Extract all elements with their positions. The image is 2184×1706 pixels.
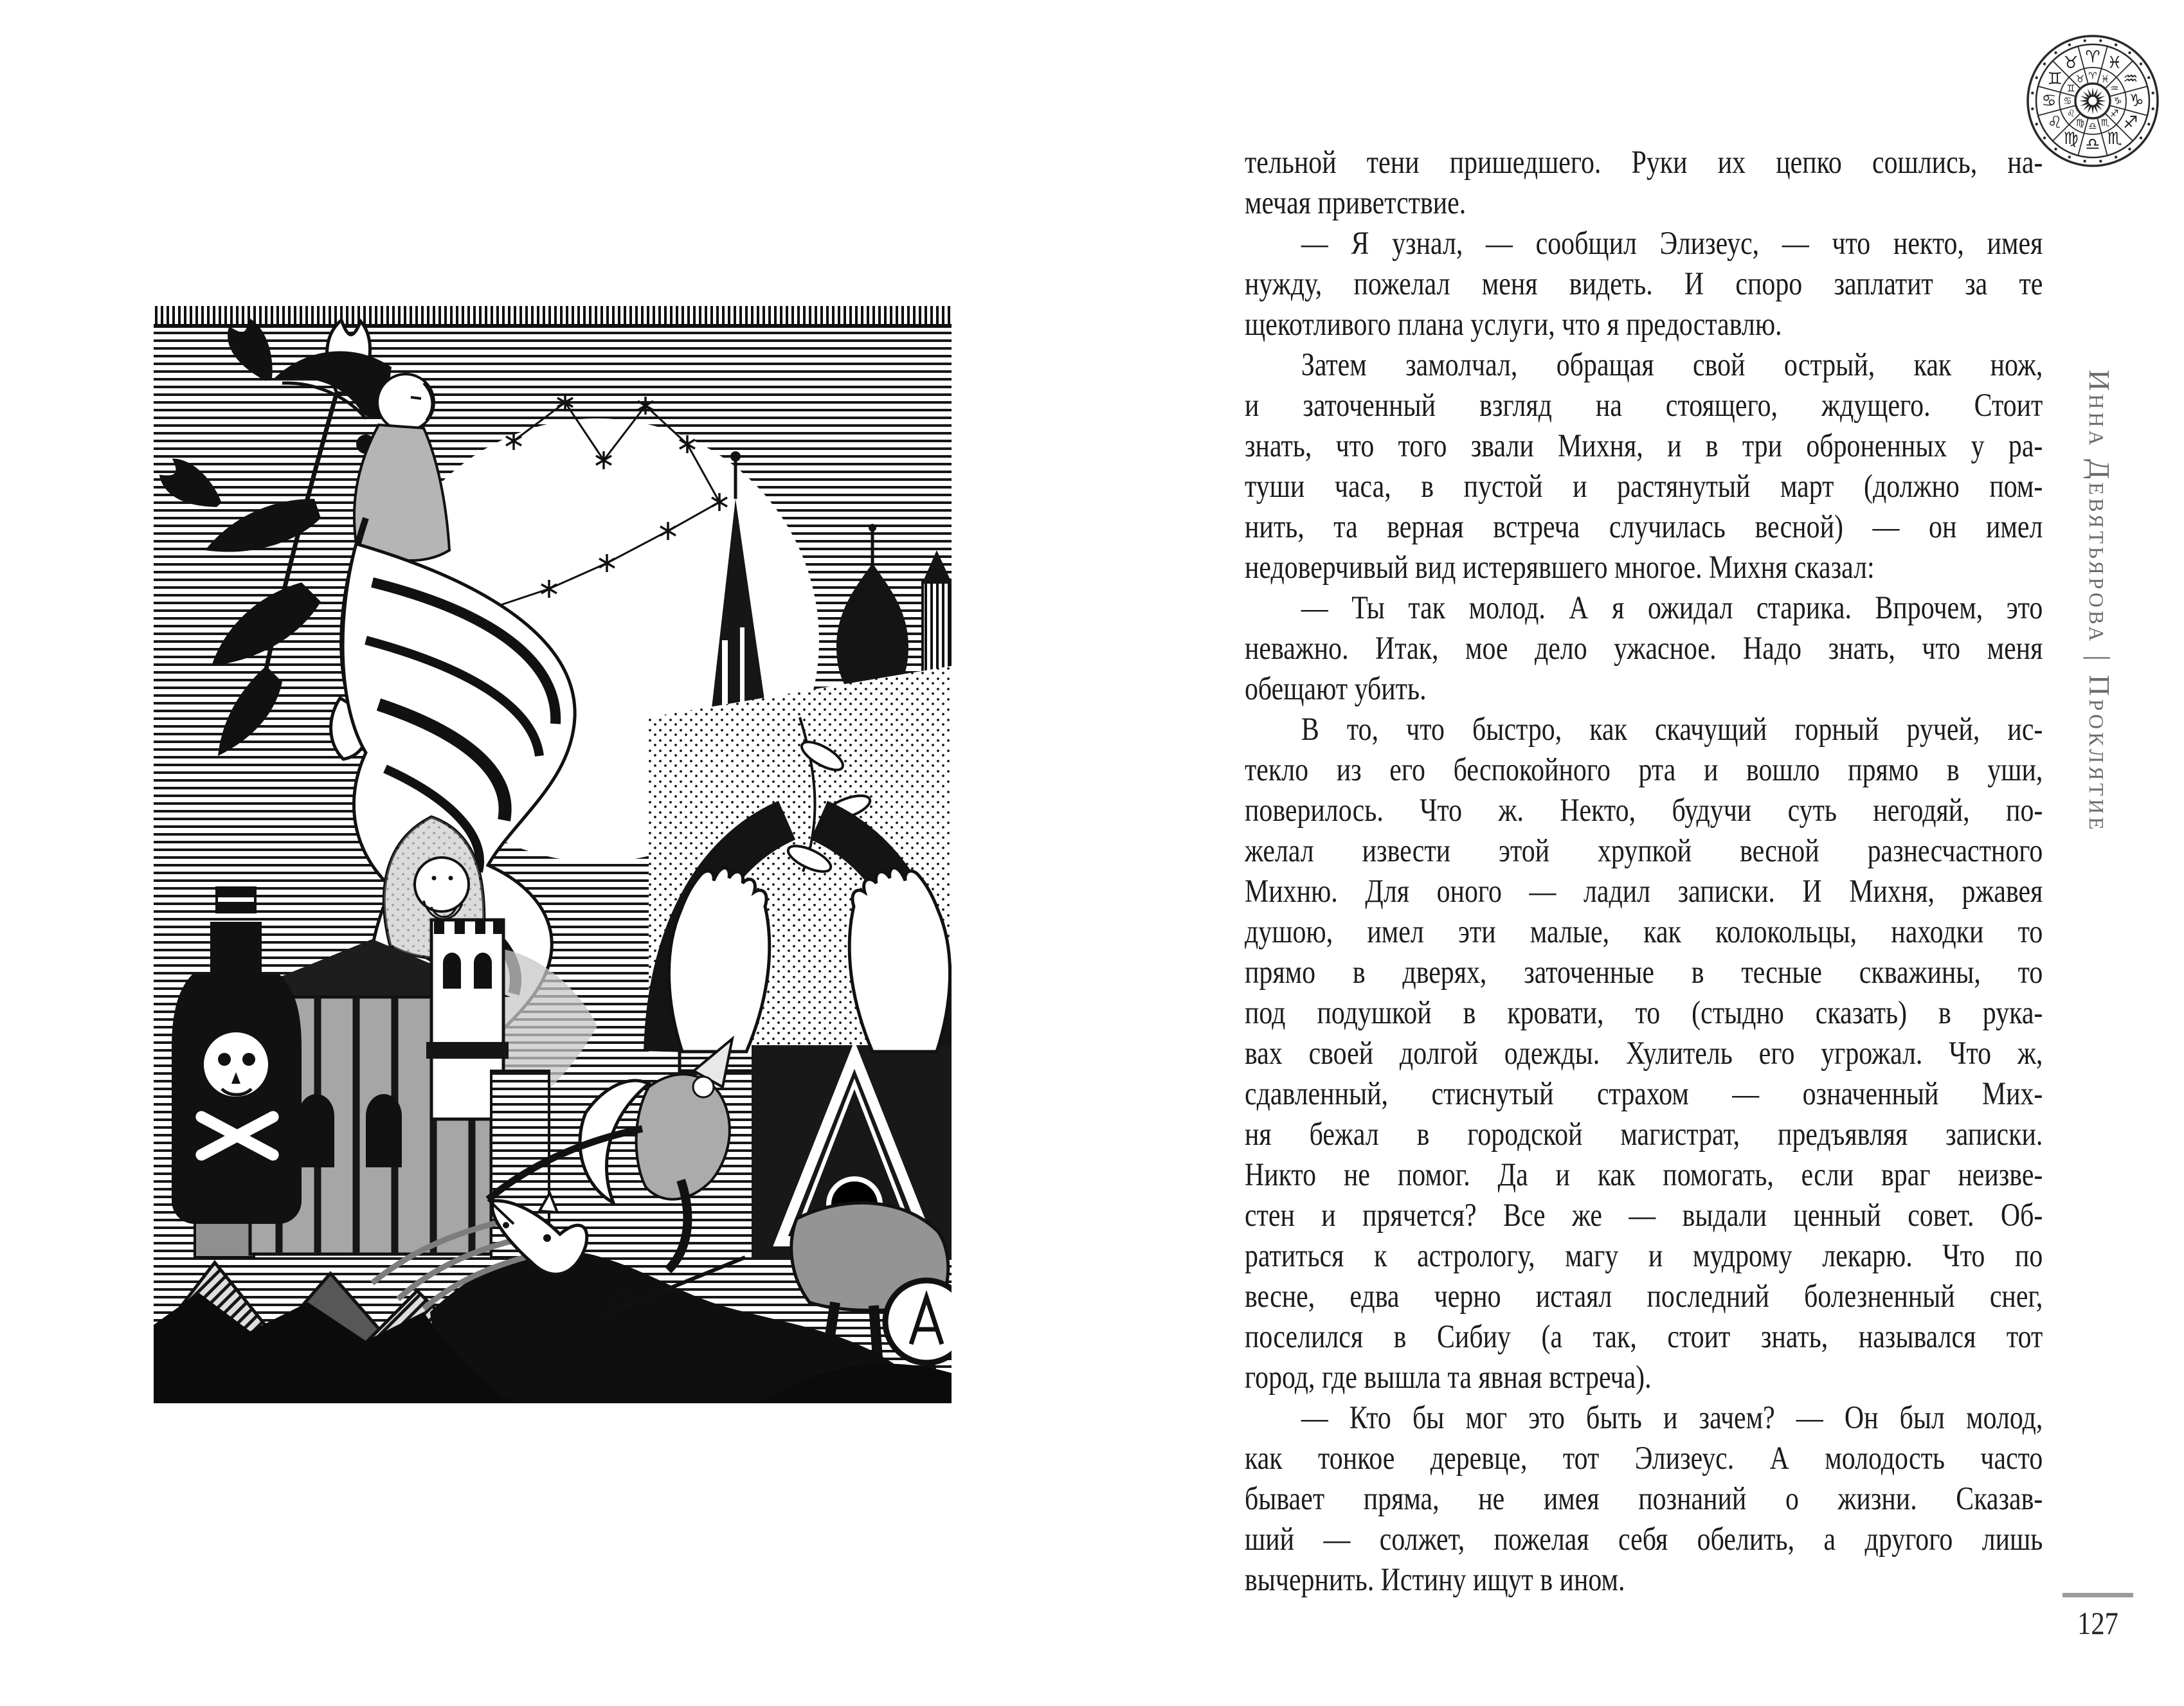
text-line: желал извести этой хрупкой весной разнесчастного (1245, 833, 2043, 869)
zodiac-sign-glyph: ♊ (2066, 82, 2075, 94)
text-line: нужду, пожелал меня видеть. И споро заплатит за те (1245, 266, 2043, 302)
text-line: текло из его беспокойного рта и вошло прямо в уши, (1245, 752, 2043, 788)
text-line: Михню. Для оного — ладил записки. И Михня, ржавея (1245, 874, 2043, 910)
text-line: прямо в дверях, заточенные в тесные скважины, то (1245, 955, 2043, 991)
zodiac-sign-glyph: ♒ (2123, 69, 2138, 89)
zodiac-sign-glyph: ♍ (2075, 116, 2085, 129)
skull-icon (204, 1032, 268, 1097)
zodiac-sign-glyph: ♈ (2088, 70, 2097, 82)
text-line: душою, имел эти малые, как колокольцы, находки то (1245, 914, 2043, 950)
text-line: нить, та верная встреча случилась весной) — он имел (1245, 509, 2043, 545)
text-line: Никто не помог. Да и как помогать, если враг неизве- (1245, 1157, 2043, 1193)
footer-rule (2062, 1593, 2133, 1597)
text-line: недоверчивый вид истерявшего многое. Михня сказал: (1245, 550, 1875, 586)
page-number: 127 (2077, 1605, 2118, 1641)
zodiac-sign-glyph: ♋ (2063, 95, 2072, 107)
text-line: ратиться к астрологу, магу и мудрому лекарю. Что по (1245, 1238, 2043, 1274)
text-line: бывает пряма, не имея познаний о жизни. Сказав- (1245, 1481, 2043, 1517)
zodiac-sign-glyph: ♓ (2100, 73, 2110, 85)
text-line: тельной тени пришедшего. Руки их цепко сошлись, на- (1245, 145, 2043, 181)
zodiac-sign-glyph: ♊ (2047, 69, 2062, 89)
zodiac-sign-glyph: ♋ (2041, 91, 2057, 111)
zodiac-sign-glyph: ♑ (2129, 91, 2144, 111)
text-line: мечая приветствие. (1245, 185, 1467, 221)
zodiac-sign-glyph: ♍ (2063, 129, 2079, 148)
text-line: — Кто бы мог это быть и зачем? — Он был молод, (1301, 1400, 2043, 1436)
zodiac-sign-glyph: ♐ (2123, 113, 2138, 132)
text-line: вычернить. Истину ищут в ином. (1245, 1562, 1625, 1598)
text-line: щекотливого плана услуги, что я предоставлю. (1245, 307, 1782, 343)
text-line: сдавленный, стиснутый страхом — означенный Мих- (1245, 1076, 2043, 1112)
text-line: — Ты так молод. А я ожидал старика. Впрочем, это (1301, 590, 2043, 626)
text-line: и заточенный взгляд на стоящего, ждущего. Стоит (1245, 388, 2043, 424)
body-text (1245, 143, 2043, 1601)
sidebar-book-title: Инна Девятьярова | Проклятие (2083, 370, 2116, 833)
woodcut-illustration (154, 306, 952, 1403)
zodiac-sign-glyph: ♑ (2113, 95, 2122, 107)
zodiac-sign-glyph: ♒ (2110, 82, 2119, 94)
zodiac-sign-glyph: ♉ (2075, 73, 2085, 85)
text-line: знать, что того звали Михня, и в три оброненных у ра- (1245, 428, 2043, 464)
text-line: как тонкое деревце, тот Элизеус. А молодость часто (1245, 1441, 2043, 1477)
zodiac-sign-glyph: ♎ (2085, 135, 2100, 154)
text-line: стен и прячется? Все же — выдали ценный совет. Об- (1245, 1198, 2043, 1234)
text-line: весне, едва черно истаял последний болезненный снег, (1245, 1279, 2043, 1315)
text-line: ший — солжет, пожелая себя обелить, а другого лишь (1245, 1522, 2043, 1558)
text-line: В то, что быстро, как скачущий горный ручей, ис- (1301, 712, 2043, 748)
zodiac-sign-glyph: ♎ (2088, 120, 2097, 132)
zodiac-sign-glyph: ♌ (2066, 107, 2075, 120)
zodiac-sign-glyph: ♏ (2100, 116, 2110, 129)
zodiac-sign-glyph: ♓ (2107, 53, 2122, 73)
zodiac-wheel-ornament (2025, 33, 2160, 168)
text-line: поселился в Сибиу (а так, стоит знать, назывался тот (1245, 1319, 2043, 1355)
text-line: туши часа, в пустой и растянутый март (должно пом- (1245, 469, 2043, 505)
text-line: Затем замолчал, обращая свой острый, как нож, (1301, 347, 2043, 383)
text-line: город, где вышла та явная встреча). (1245, 1360, 1652, 1396)
text-line: под подушкой в кровати, то (стыдно сказать) в рука- (1245, 995, 2043, 1031)
text-line: вах своей долгой одежды. Хулитель его угрожал. Что ж, (1245, 1036, 2043, 1072)
text-line: поверилось. Что ж. Некто, будучи суть негодяй, по- (1245, 793, 2043, 829)
zodiac-sign-glyph: ♏ (2107, 129, 2122, 148)
top-border-band (154, 306, 952, 325)
zodiac-sign-glyph: ♈ (2085, 48, 2100, 67)
text-line: ня бежал в городской магистрат, предъявляя записки. (1245, 1117, 2043, 1153)
zodiac-sign-glyph: ♐ (2110, 107, 2119, 120)
text-line: обещают убить. (1245, 671, 1427, 707)
text-line: неважно. Итак, мое дело ужасное. Надо знать, что меня (1245, 631, 2043, 667)
zodiac-sign-glyph: ♌ (2047, 113, 2062, 132)
zodiac-sign-glyph: ♉ (2063, 53, 2079, 73)
text-line: — Я узнал, — сообщил Элизеус, — что некто, имея (1301, 226, 2043, 262)
